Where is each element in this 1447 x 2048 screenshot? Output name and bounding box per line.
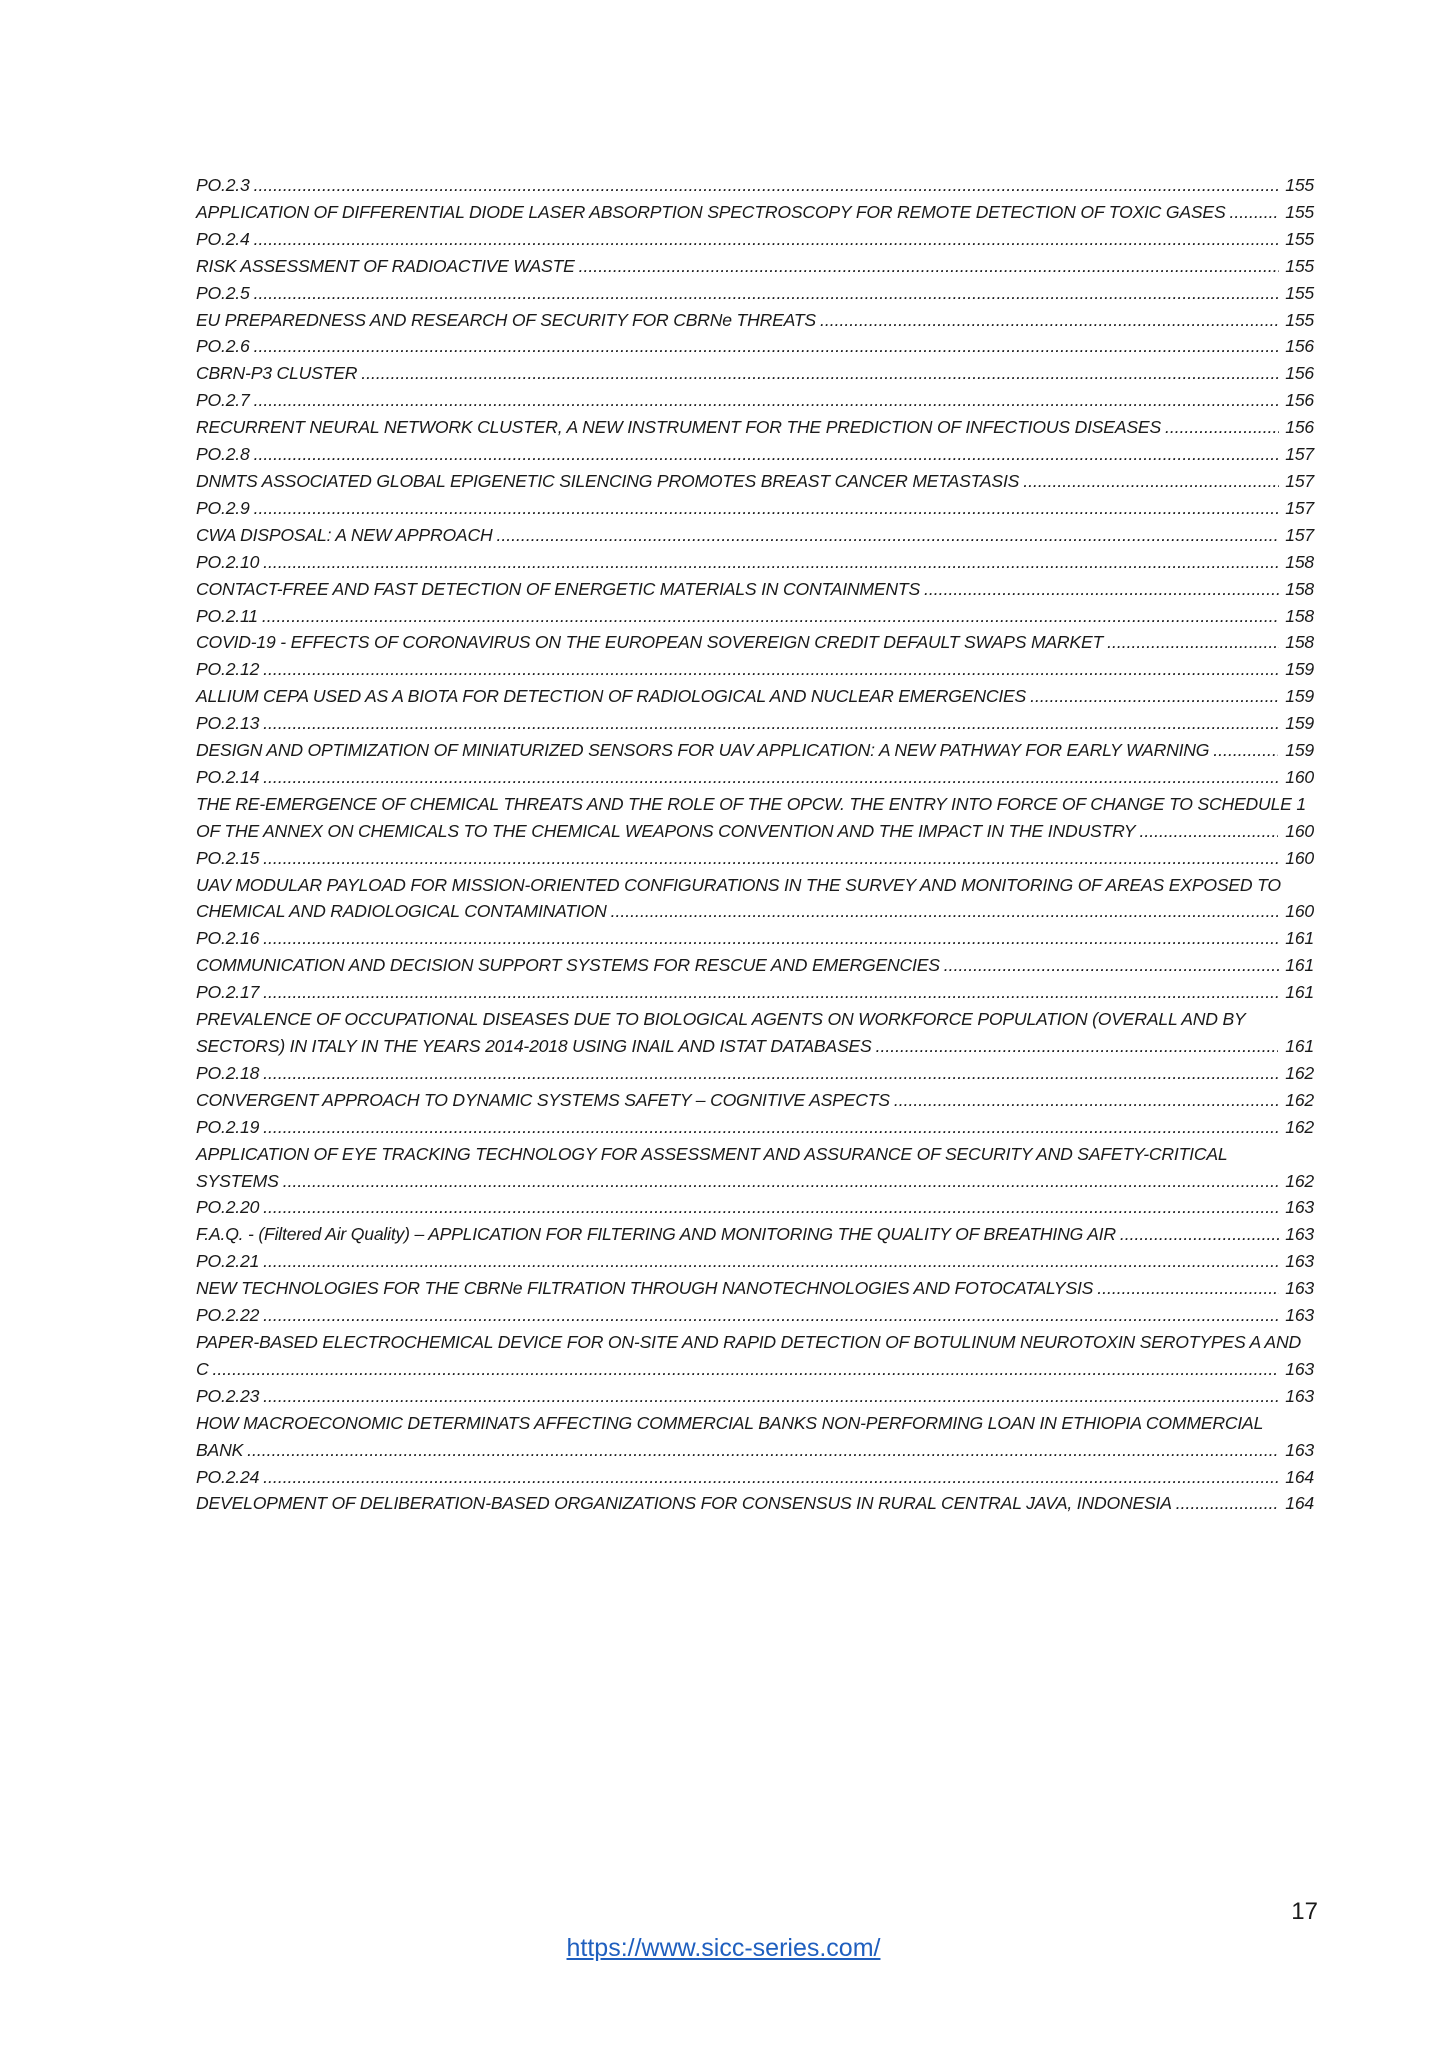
toc-entry-page: 160 xyxy=(1285,847,1314,868)
toc-dot-leader xyxy=(254,226,1279,253)
toc-entry-page: 158 xyxy=(1285,605,1314,626)
toc-entry[interactable] xyxy=(196,307,1314,334)
toc-entry-page: 155 xyxy=(1285,309,1314,330)
toc-entry-title: PAPER-BASED ELECTROCHEMICAL DEVICE FOR ON-SITE AND RAPID DETECTION OF BOTULINUM NEUROTOXIN SEROTYPES A AND C xyxy=(196,1331,1306,1379)
toc-entry-title: PO.2.5 xyxy=(196,282,250,303)
toc-entry[interactable] xyxy=(196,172,1314,199)
toc-entry[interactable] xyxy=(196,1141,1314,1195)
toc-entry-title: PREVALENCE OF OCCUPATIONAL DISEASES DUE TO BIOLOGICAL AGENTS ON WORKFORCE POPULATION (OVERALL AND BY SECTORS) IN ITALY IN THE YEARS 2014-2018 USING INAIL AND ISTAT DATABASES xyxy=(196,1009,1250,1056)
toc-entry-title: PO.2.10 xyxy=(196,551,260,572)
toc-entry[interactable] xyxy=(196,603,1314,630)
toc-dot-leader xyxy=(1030,683,1279,710)
toc-entry[interactable] xyxy=(196,333,1314,360)
toc-entry[interactable] xyxy=(196,1221,1314,1248)
toc-dot-leader xyxy=(263,1114,1279,1141)
toc-entry[interactable] xyxy=(196,360,1314,387)
toc-entry-page: 155 xyxy=(1285,175,1314,195)
toc-entry-page: 155 xyxy=(1285,255,1314,276)
toc-dot-leader xyxy=(1097,1275,1279,1302)
toc-entry-title: DESIGN AND OPTIMIZATION OF MINIATURIZED SENSORS FOR UAV APPLICATION: A NEW PATHWAY FOR EARLY WARNING xyxy=(196,740,1210,761)
toc-entry-page: 163 xyxy=(1285,1278,1314,1299)
toc-entry[interactable] xyxy=(196,872,1314,926)
toc-entry-title: PO.2.6 xyxy=(196,336,250,357)
toc-dot-leader xyxy=(1107,629,1279,656)
toc-entry-page: 159 xyxy=(1285,740,1314,761)
toc-entry-title: PO.2.22 xyxy=(196,1305,260,1326)
toc-entry-page: 163 xyxy=(1285,1224,1314,1245)
toc-entry-page: 162 xyxy=(1285,1062,1314,1083)
toc-entry-page: 160 xyxy=(1285,901,1314,922)
toc-dot-leader xyxy=(924,576,1279,603)
toc-entry-page: 161 xyxy=(1285,955,1314,976)
toc-dot-leader xyxy=(263,1302,1279,1329)
toc-entry-title: ALLIUM CEPA USED AS A BIOTA FOR DETECTION OF RADIOLOGICAL AND NUCLEAR EMERGENCIES xyxy=(196,686,1027,707)
toc-entry-title: DEVELOPMENT OF DELIBERATION-BASED ORGANIZATIONS FOR CONSENSUS IN RURAL CENTRAL JAVA, INDONESIA xyxy=(196,1493,1172,1514)
toc-entry[interactable] xyxy=(196,1248,1314,1275)
toc-entry[interactable] xyxy=(196,1383,1314,1410)
toc-dot-leader xyxy=(263,1464,1279,1491)
toc-entry-title: RECURRENT NEURAL NETWORK CLUSTER, A NEW INSTRUMENT FOR THE PREDICTION OF INFECTIOUS DISEASES xyxy=(196,417,1161,438)
toc-entry-page: 163 xyxy=(1285,1251,1314,1272)
toc-entry-title: PO.2.11 xyxy=(196,605,258,626)
toc-entry-page: 159 xyxy=(1285,686,1314,707)
page-number: 17 xyxy=(1291,1898,1318,1925)
toc-dot-leader xyxy=(1120,1221,1279,1248)
toc-entry-title: PO.2.4 xyxy=(196,228,250,249)
toc-entry-page: 162 xyxy=(1285,1116,1314,1137)
toc-dot-leader xyxy=(1176,1490,1279,1517)
toc-entry-title: PO.2.17 xyxy=(196,982,260,1003)
toc-entry[interactable] xyxy=(196,414,1314,441)
toc-entry-title: PO.2.21 xyxy=(196,1251,260,1272)
toc-entry-page: 159 xyxy=(1285,659,1314,680)
toc-entry-title: COMMUNICATION AND DECISION SUPPORT SYSTEMS FOR RESCUE AND EMERGENCIES xyxy=(196,955,940,976)
toc-entry-title: UAV MODULAR PAYLOAD FOR MISSION-ORIENTED CONFIGURATIONS IN THE SURVEY AND MONITORING OF AREAS EXPOSED TO CHEMICAL AND RADIOLOGICAL CONTAMINATION xyxy=(196,874,1286,922)
toc-dot-leader xyxy=(263,1060,1279,1087)
toc-entry-title: APPLICATION OF DIFFERENTIAL DIODE LASER ABSORPTION SPECTROSCOPY FOR REMOTE DETECTION OF TOXIC GASES xyxy=(196,201,1226,222)
toc-dot-leader xyxy=(1023,468,1279,495)
toc-entry[interactable] xyxy=(196,925,1314,952)
toc-entry-page: 155 xyxy=(1285,228,1314,249)
toc-entry[interactable] xyxy=(196,1060,1314,1087)
toc-entry[interactable] xyxy=(196,226,1314,253)
toc-dot-leader xyxy=(1230,199,1279,226)
toc-entry-page: 157 xyxy=(1285,524,1314,545)
toc-entry-title: THE RE-EMERGENCE OF CHEMICAL THREATS AND THE ROLE OF THE OPCW. THE ENTRY INTO FORCE OF CHANGE TO SCHEDULE 1 OF THE ANNEX ON CHEMICALS TO THE CHEMICAL WEAPONS CONVENTION AND THE IMPACT IN THE INDUSTRY xyxy=(196,793,1311,841)
toc-entry[interactable] xyxy=(196,710,1314,737)
toc-entry[interactable] xyxy=(196,387,1314,414)
toc-entry[interactable] xyxy=(196,845,1314,872)
toc-dot-leader xyxy=(263,845,1279,872)
toc-entry[interactable] xyxy=(196,979,1314,1006)
toc-dot-leader xyxy=(1213,737,1278,764)
toc-entry-title: F.A.Q. - (Filtered Air Quality) – APPLICATION FOR FILTERING AND MONITORING THE QUALITY OF BREATHING AIR xyxy=(196,1224,1116,1245)
toc-dot-leader xyxy=(247,1437,1278,1464)
toc-entry-page: 162 xyxy=(1285,1089,1314,1110)
toc-entry[interactable] xyxy=(196,576,1314,603)
toc-dot-leader xyxy=(263,549,1279,576)
toc-entry-page: 157 xyxy=(1285,470,1314,491)
toc-entry[interactable] xyxy=(196,1006,1314,1060)
toc-dot-leader xyxy=(254,441,1279,468)
toc-entry-page: 163 xyxy=(1285,1439,1314,1460)
toc-entry-page: 156 xyxy=(1285,336,1314,357)
toc-entry[interactable] xyxy=(196,1194,1314,1221)
toc-dot-leader xyxy=(263,656,1279,683)
toc-entry-page: 163 xyxy=(1285,1197,1314,1218)
toc-dot-leader xyxy=(254,333,1279,360)
toc-entry-title: NEW TECHNOLOGIES FOR THE CBRNe FILTRATION THROUGH NANOTECHNOLOGIES AND FOTOCATALYSIS xyxy=(196,1278,1094,1299)
toc-entry-title: PO.2.3 xyxy=(196,175,250,195)
toc-entry[interactable] xyxy=(196,522,1314,549)
toc-entry-page: 158 xyxy=(1285,551,1314,572)
toc-entry-title: COVID-19 - EFFECTS OF CORONAVIRUS ON THE EUROPEAN SOVEREIGN CREDIT DEFAULT SWAPS MARKET xyxy=(196,632,1104,653)
toc-entry[interactable] xyxy=(196,1087,1314,1114)
toc-dot-leader xyxy=(263,764,1279,791)
toc-entry[interactable] xyxy=(196,629,1314,656)
toc-entry[interactable] xyxy=(196,737,1314,764)
toc-entry-title: PO.2.7 xyxy=(196,390,250,411)
toc-entry[interactable] xyxy=(196,764,1314,791)
toc-entry-page: 161 xyxy=(1285,928,1314,949)
footer-website-link[interactable]: https://www.sicc-series.com/ xyxy=(566,1934,881,1962)
toc-entry-title: PO.2.18 xyxy=(196,1062,260,1083)
toc-entry-title: PO.2.14 xyxy=(196,766,260,787)
toc-entry-title: PO.2.19 xyxy=(196,1116,260,1137)
toc-dot-leader xyxy=(944,952,1279,979)
toc-entry[interactable] xyxy=(196,468,1314,495)
toc-entry[interactable] xyxy=(196,952,1314,979)
toc-entry-title: PO.2.20 xyxy=(196,1197,260,1218)
toc-entry[interactable] xyxy=(196,1490,1314,1517)
toc-entry-page: 160 xyxy=(1285,820,1314,841)
toc-dot-leader xyxy=(254,387,1279,414)
toc-entry-page: 159 xyxy=(1285,713,1314,734)
toc-entry-page: 157 xyxy=(1285,497,1314,518)
toc-entry-page: 160 xyxy=(1285,766,1314,787)
toc-entry-title: CWA DISPOSAL: A NEW APPROACH xyxy=(196,524,493,545)
toc-dot-leader xyxy=(262,603,1279,630)
toc-entry-page: 162 xyxy=(1285,1170,1314,1191)
table-of-contents xyxy=(196,172,1314,1517)
toc-entry[interactable] xyxy=(196,656,1314,683)
toc-entry-page: 161 xyxy=(1285,982,1314,1003)
toc-dot-leader xyxy=(579,253,1279,280)
toc-entry-page: 158 xyxy=(1285,632,1314,653)
toc-entry-page: 161 xyxy=(1285,1036,1314,1056)
toc-dot-leader xyxy=(213,1356,1278,1383)
footer xyxy=(0,1934,1447,1963)
toc-entry[interactable] xyxy=(196,1464,1314,1491)
toc-entry-page: 163 xyxy=(1285,1385,1314,1406)
toc-entry[interactable] xyxy=(196,1329,1314,1383)
toc-entry-title: PO.2.9 xyxy=(196,497,250,518)
toc-entry-title: PO.2.13 xyxy=(196,713,260,734)
toc-dot-leader xyxy=(820,307,1279,334)
toc-entry-title: APPLICATION OF EYE TRACKING TECHNOLOGY FOR ASSESSMENT AND ASSURANCE OF SECURITY AND SAFETY-CRITICAL SYSTEMS xyxy=(196,1143,1232,1191)
toc-dot-leader xyxy=(263,1248,1279,1275)
toc-entry-page: 156 xyxy=(1285,390,1314,411)
toc-entry-page: 155 xyxy=(1285,201,1314,222)
toc-entry[interactable] xyxy=(196,441,1314,468)
toc-entry[interactable] xyxy=(196,683,1314,710)
toc-entry-title: PO.2.15 xyxy=(196,847,260,868)
toc-dot-leader xyxy=(496,522,1279,549)
toc-entry[interactable] xyxy=(196,549,1314,576)
toc-dot-leader xyxy=(263,1194,1279,1221)
toc-dot-leader xyxy=(1139,818,1278,845)
toc-entry-page: 157 xyxy=(1285,444,1314,465)
toc-entry[interactable] xyxy=(196,1275,1314,1302)
toc-dot-leader xyxy=(361,360,1279,387)
toc-dot-leader xyxy=(611,898,1278,925)
toc-entry-page: 156 xyxy=(1285,363,1314,384)
toc-entry-title: PO.2.8 xyxy=(196,444,250,465)
toc-dot-leader xyxy=(263,710,1279,737)
toc-entry-page: 164 xyxy=(1285,1466,1314,1487)
toc-entry-title: CBRN-P3 CLUSTER xyxy=(196,363,358,384)
toc-entry[interactable] xyxy=(196,495,1314,522)
toc-dot-leader xyxy=(1165,414,1279,441)
toc-entry[interactable] xyxy=(196,280,1314,307)
toc-entry[interactable] xyxy=(196,199,1314,226)
toc-dot-leader xyxy=(263,979,1279,1006)
toc-entry-title: HOW MACROECONOMIC DETERMINATS AFFECTING COMMERCIAL BANKS NON-PERFORMING LOAN IN ETHIOPIA COMMERCIAL BANK xyxy=(196,1412,1268,1460)
toc-entry-page: 156 xyxy=(1285,417,1314,438)
toc-entry-title: RISK ASSESSMENT OF RADIOACTIVE WASTE xyxy=(196,255,575,276)
toc-entry-page: 164 xyxy=(1285,1493,1314,1514)
toc-entry[interactable] xyxy=(196,253,1314,280)
toc-dot-leader xyxy=(283,1168,1278,1195)
toc-dot-leader xyxy=(894,1087,1279,1114)
toc-dot-leader xyxy=(876,1033,1278,1060)
toc-entry[interactable] xyxy=(196,1302,1314,1329)
toc-entry[interactable] xyxy=(196,1410,1314,1464)
toc-entry-page: 155 xyxy=(1285,282,1314,303)
toc-entry-title: PO.2.24 xyxy=(196,1466,260,1487)
toc-dot-leader xyxy=(254,495,1279,522)
toc-entry-page: 158 xyxy=(1285,578,1314,599)
toc-entry-page: 163 xyxy=(1285,1358,1314,1379)
toc-entry[interactable] xyxy=(196,1114,1314,1141)
toc-entry-title: PO.2.16 xyxy=(196,928,260,949)
toc-entry-title: CONTACT-FREE AND FAST DETECTION OF ENERGETIC MATERIALS IN CONTAINMENTS xyxy=(196,578,921,599)
toc-entry-title: PO.2.12 xyxy=(196,659,260,680)
toc-dot-leader xyxy=(263,1383,1279,1410)
toc-entry-title: PO.2.23 xyxy=(196,1385,260,1406)
toc-dot-leader xyxy=(254,172,1279,199)
toc-dot-leader xyxy=(254,280,1279,307)
toc-entry-title: CONVERGENT APPROACH TO DYNAMIC SYSTEMS SAFETY – COGNITIVE ASPECTS xyxy=(196,1089,890,1110)
toc-entry-title: DNMTS ASSOCIATED GLOBAL EPIGENETIC SILENCING PROMOTES BREAST CANCER METASTASIS xyxy=(196,470,1020,491)
toc-entry[interactable] xyxy=(196,791,1314,845)
toc-entry-page: 163 xyxy=(1285,1305,1314,1326)
toc-entry-title: EU PREPAREDNESS AND RESEARCH OF SECURITY FOR CBRNe THREATS xyxy=(196,309,816,330)
toc-dot-leader xyxy=(263,925,1279,952)
